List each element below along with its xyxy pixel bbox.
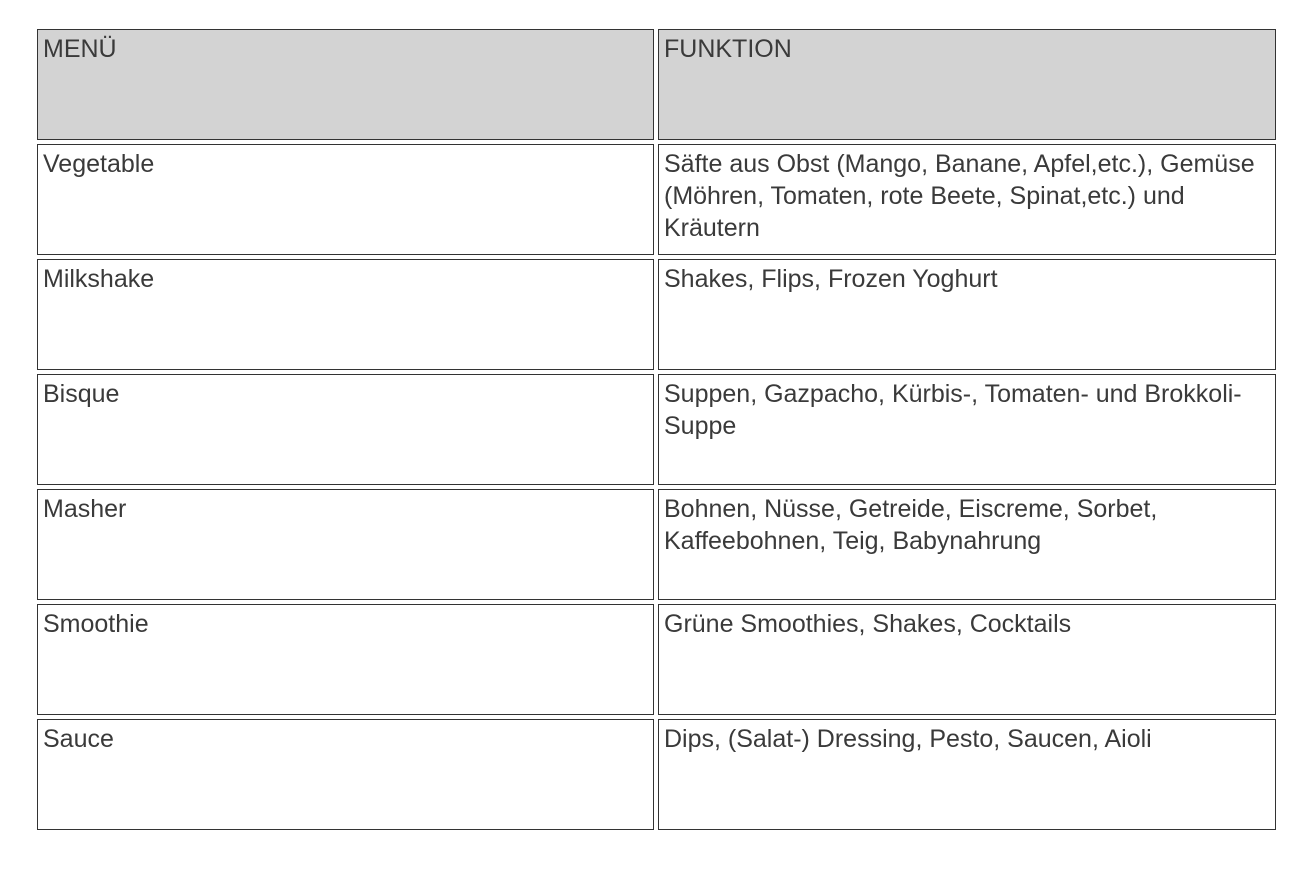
menu-function-table [33, 25, 1280, 834]
function-cell: Suppen, Gazpacho, Kürbis-, Tomaten- und Brokkoli-Suppe [658, 374, 1276, 485]
menu-cell: Smoothie [37, 604, 654, 715]
menu-cell: Milkshake [37, 259, 654, 370]
table-row [37, 144, 1276, 255]
table-row [37, 604, 1276, 715]
header-function: FUNKTION [658, 29, 1276, 140]
table-row [37, 719, 1276, 830]
header-row [37, 29, 1276, 140]
table-row [37, 259, 1276, 370]
function-cell: Bohnen, Nüsse, Getreide, Eiscreme, Sorbet, Kaffeebohnen, Teig, Babynahrung [658, 489, 1276, 600]
table-row [37, 374, 1276, 485]
header-menu: MENÜ [37, 29, 654, 140]
function-cell: Säfte aus Obst (Mango, Banane, Apfel,etc.), Gemüse (Möhren, Tomaten, rote Beete, Spinat,etc.) und Kräutern [658, 144, 1276, 255]
function-cell: Grüne Smoothies, Shakes, Cocktails [658, 604, 1276, 715]
menu-cell: Vegetable [37, 144, 654, 255]
menu-cell: Bisque [37, 374, 654, 485]
function-cell: Shakes, Flips, Frozen Yoghurt [658, 259, 1276, 370]
function-cell: Dips, (Salat-) Dressing, Pesto, Saucen, Aioli [658, 719, 1276, 830]
menu-cell: Masher [37, 489, 654, 600]
table-row [37, 489, 1276, 600]
menu-cell: Sauce [37, 719, 654, 830]
